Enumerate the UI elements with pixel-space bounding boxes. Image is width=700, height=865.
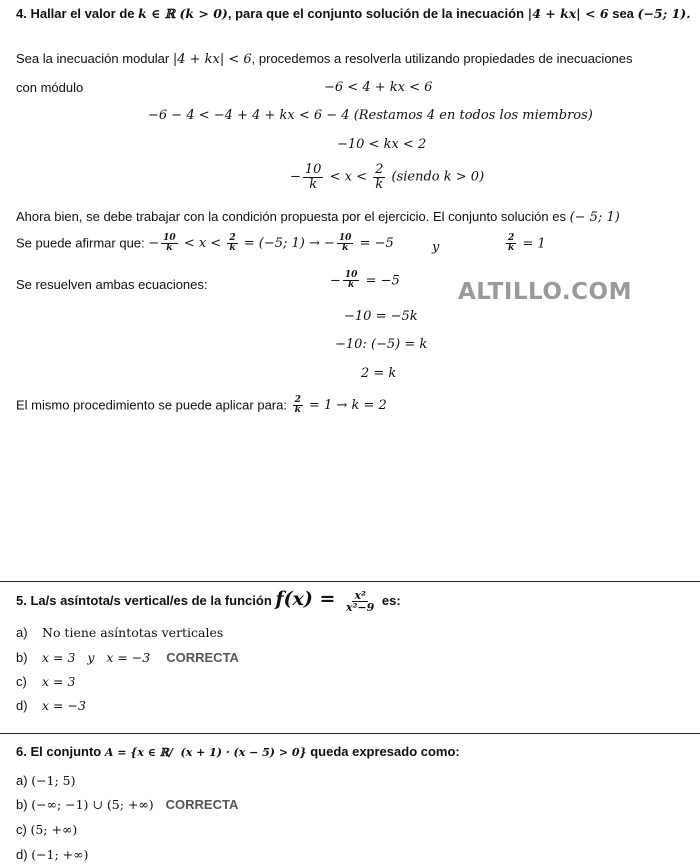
q6-option-d [16, 847, 88, 862]
q4-afirmar [16, 234, 394, 254]
q6-option-text: (−1; +∞) [31, 847, 89, 862]
q4-title-sea: sea [608, 6, 638, 21]
q4-intro-text: Sea la inecuación modular [16, 51, 173, 66]
q5-option-text: No tiene asíntotas verticales [42, 625, 224, 640]
q4-title-set: (−5; 1). [637, 6, 691, 21]
q4-solve-res: = −5 [361, 273, 400, 289]
q4-title-ineq: |4 + kx| < 6 [527, 6, 609, 21]
q4-eq4-den2: k [375, 176, 384, 192]
q6-option-letter: a) [16, 773, 28, 788]
q5-option-text: x = 3 y x = −3 [42, 650, 151, 665]
q4-mismo-res: = 1 → k = 2 [304, 398, 387, 414]
q4-afirmar-den1: k [166, 243, 173, 254]
q4-afirmar-num1: 10 [163, 233, 176, 243]
q6-option-letter: b) [16, 797, 28, 812]
q4-afirmar-y: y [432, 240, 440, 255]
q5-title-fx: f(x) = [275, 588, 343, 610]
q5-title-frac [344, 590, 376, 614]
q4-mismo-num: 2 [294, 395, 301, 405]
q4-resuelven-text: Se resuelven ambas ecuaciones: [16, 277, 208, 292]
q4-solve1 [330, 271, 400, 291]
correct-tag: CORRECTA [165, 797, 239, 812]
q4-afirmar-res2: = 1 [518, 236, 546, 252]
q4-afirmar-den3: k [342, 243, 349, 254]
q6-option-a [16, 773, 76, 788]
q6-option-b [16, 797, 238, 812]
q6-title [16, 744, 460, 759]
q4-eq4-frac1 [303, 163, 324, 191]
q5-option-letter: b) [16, 650, 28, 665]
q4-mismo-text: El mismo procedimiento se puede aplicar para: [16, 397, 291, 413]
q4-title-mid: , para que el conjunto solución de la inecuación [227, 6, 528, 21]
q6-title-rest: queda expresado como: [306, 744, 460, 759]
q5-option-d [16, 698, 86, 713]
correct-tag: CORRECTA [166, 650, 239, 665]
q6-title-text: 6. El conjunto [16, 744, 105, 759]
q4-solve3: −10: (−5) = k [335, 337, 428, 352]
q6-title-set: A = {x ∈ ℝ/ (x + 1) · (x − 5) > 0} [104, 746, 307, 759]
divider-q4-q5 [0, 581, 700, 582]
q4-afirmar-mid: < x < [179, 236, 226, 252]
q4-eq4-frac2 [373, 163, 385, 191]
q4-afirmar-num4: 2 [508, 233, 515, 243]
q4-intro-ineq: |4 + kx| < 6 [172, 52, 252, 67]
q4-title-cond: k ∈ ℝ (k > 0) [138, 6, 228, 21]
q4-eq4-note: (siendo k > 0) [387, 169, 485, 185]
q4-solve-frac [343, 271, 360, 291]
q4-afirmar-minus: − [148, 236, 160, 252]
q6-option-letter: c) [16, 822, 27, 837]
q6-option-letter: d) [16, 847, 28, 862]
q5-option-a [16, 625, 223, 640]
q4-mismo-expr [291, 395, 387, 416]
q4-eq4-num2: 2 [375, 162, 384, 177]
q4-afirmar-res: = −5 [355, 236, 394, 252]
q4-eq3: −10 < kx < 2 [337, 137, 427, 152]
divider-q5-q6 [0, 733, 700, 734]
q4-afirmar-num3: 10 [338, 233, 352, 243]
q4-afirmar-frac4 [506, 234, 516, 254]
q4-mismo-den: k [294, 405, 301, 416]
q4-eq2: −6 − 4 < −4 + 4 + kx < 6 − 4 (Restamos 4 en todos los miembros) [148, 108, 593, 123]
q4-modulo-text: con módulo [16, 80, 84, 95]
q4-afirmar-expr [148, 233, 394, 254]
q4-eq4-minus: − [290, 169, 301, 185]
q4-eq4-mid: < x < [325, 169, 372, 185]
q4-afirmar-den4: k [508, 243, 515, 254]
q4-ahora [16, 209, 620, 225]
q4-afirmar-den2: k [229, 243, 236, 254]
q5-option-c [16, 674, 75, 689]
q4-eq4-den1: k [309, 176, 318, 192]
q6-option-text: (−1; 5) [31, 773, 76, 788]
q5-title-den: x²−9 [346, 601, 375, 615]
q4-afirmar-right [504, 234, 546, 254]
q4-afirmar-num2: 2 [229, 233, 236, 243]
q6-option-text: (−∞; −1) ∪ (5; +∞) [31, 797, 154, 812]
q5-title-es: es: [378, 593, 401, 608]
q6-option-text: (5; +∞) [30, 822, 78, 837]
q4-intro-rest: , procedemos a resolverla utilizando propiedades de inecuaciones [251, 51, 633, 66]
q4-mismo-frac [293, 396, 303, 416]
q4-solve-num: 10 [344, 270, 358, 280]
q4-ahora-text: Ahora bien, se debe trabajar con la condición propuesta por el ejercicio. El conjunto solución es [16, 209, 570, 224]
q4-title-prefix: 4. Hallar el valor de [16, 6, 139, 21]
q4-mismo [16, 396, 387, 416]
q5-title-num: x² [354, 588, 366, 602]
q6-option-c [16, 822, 77, 837]
q4-ahora-set: (− 5; 1) [569, 210, 620, 225]
q5-option-b [16, 650, 239, 665]
q4-afirmar-frac1 [161, 234, 178, 254]
q4-afirmar-frac2 [227, 234, 237, 254]
q5-option-letter: a) [16, 625, 28, 640]
q5-option-text: x = −3 [42, 698, 86, 713]
q4-solve2: −10 = −5k [344, 309, 418, 324]
q5-title-text: 5. La/s asíntota/s vertical/es de la función [16, 593, 276, 608]
altillo-watermark: ALTILLO.COM [458, 279, 632, 305]
q5-option-letter: d) [16, 698, 28, 713]
q4-solve-minus: − [330, 273, 341, 289]
q4-intro [16, 51, 633, 67]
q4-afirmar-text: Se puede afirmar que: [16, 235, 149, 251]
q5-title [16, 588, 401, 614]
q5-option-letter: c) [16, 674, 27, 689]
q4-eq1: −6 < 4 + kx < 6 [324, 80, 433, 95]
q5-option-text: x = 3 [42, 674, 76, 689]
q4-eq4-num1: 10 [304, 162, 322, 177]
q4-afirmar-frac3 [337, 234, 354, 254]
q4-eq4 [290, 163, 484, 191]
q4-afirmar-eq: = (−5; 1) → − [239, 236, 335, 252]
q4-solve4: 2 = k [361, 366, 397, 381]
q4-solve-den: k [348, 280, 355, 291]
q4-title [16, 6, 691, 21]
